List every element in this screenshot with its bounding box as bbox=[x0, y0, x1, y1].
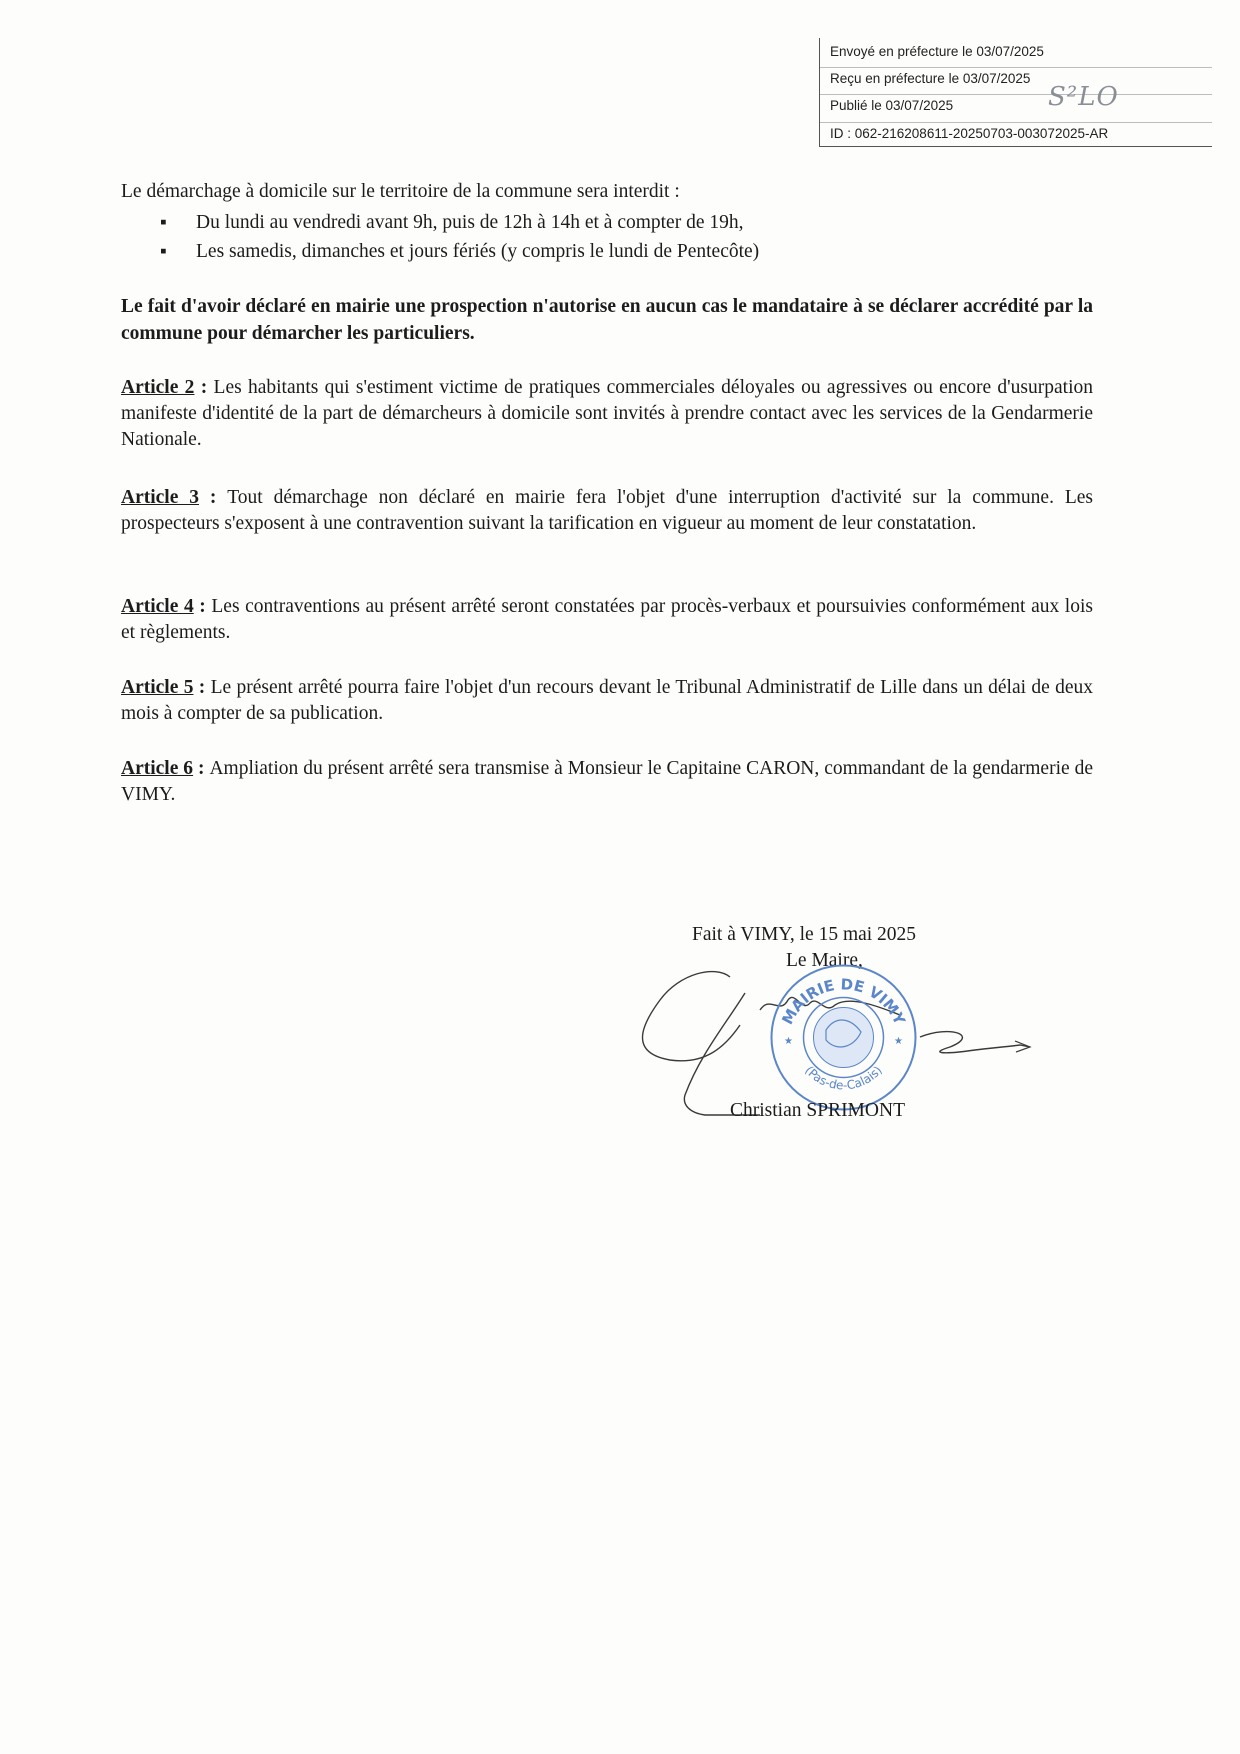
article-3-text: Tout démarchage non déclaré en mairie fera l'objet d'une interruption d'activité sur la commune. Les prospecteurs s'exposent à une contravention suivant la tarification en vigueur au moment de leur constatation. bbox=[121, 487, 1093, 534]
signature-role: Le Maire, bbox=[786, 950, 863, 971]
prefecture-stamp bbox=[819, 38, 1212, 147]
article-6-separator: : bbox=[193, 758, 210, 779]
article-4-label: Article 4 bbox=[121, 596, 194, 617]
list-item bbox=[160, 239, 760, 265]
article-6-text: Ampliation du présent arrêté sera transmise à Monsieur le Capitaine CARON, commandant de la gendarmerie de VIMY. bbox=[121, 758, 1093, 805]
article-5-label: Article 5 bbox=[121, 677, 194, 698]
article-2-label: Article 2 bbox=[121, 377, 195, 398]
seal-bottom-text: (Pas-de-Calais) bbox=[802, 1063, 885, 1093]
bullet-icon: ▪ bbox=[160, 241, 167, 262]
stamp-divider bbox=[820, 122, 1212, 123]
seal-star-icon: ★ bbox=[784, 1036, 793, 1047]
article-2-separator: : bbox=[194, 377, 214, 398]
article-4-text: Les contraventions au présent arrêté seront constatées par procès-verbaux et poursuivies conformément aux lois et règlements. bbox=[121, 596, 1093, 643]
signature-place-date: Fait à VIMY, le 15 mai 2025 bbox=[692, 924, 917, 945]
notice-bold: Le fait d'avoir déclaré en mairie une prospection n'autorise en aucun cas le mandataire à se déclarer accrédité par la commune pour démarcher les particuliers. bbox=[121, 296, 1093, 344]
stamp-published-date: Publié le 03/07/2025 bbox=[830, 98, 954, 113]
seal-top-text: MAIRIE DE VIMY bbox=[778, 975, 909, 1028]
mairie-seal bbox=[766, 960, 921, 1115]
intro-text: Le démarchage à domicile sur le territoire de la commune sera interdit : bbox=[121, 181, 680, 202]
article-3 bbox=[121, 485, 1093, 537]
stamp-divider bbox=[820, 67, 1212, 68]
stamp-handwritten-mark: S²LO bbox=[1048, 82, 1119, 112]
article-5-separator: : bbox=[193, 677, 211, 698]
article-6 bbox=[121, 756, 1093, 808]
stamp-sent-date: Envoyé en préfecture le 03/07/2025 bbox=[830, 44, 1044, 59]
list-item-text: Du lundi au vendredi avant 9h, puis de 12h à 14h et à compter de 19h, bbox=[196, 212, 744, 233]
article-6-label: Article 6 bbox=[121, 758, 194, 779]
article-5-text: Le présent arrêté pourra faire l'objet d'un recours devant le Tribunal Administratif de Lille dans un délai de deux mois à compter de sa publication. bbox=[121, 677, 1093, 724]
stamp-received-date: Reçu en préfecture le 03/07/2025 bbox=[830, 71, 1031, 86]
list-item bbox=[160, 210, 744, 236]
article-3-label: Article 3 bbox=[121, 487, 199, 508]
article-3-separator: : bbox=[199, 487, 228, 508]
seal-star-icon: ★ bbox=[894, 1036, 903, 1047]
article-2 bbox=[121, 375, 1093, 453]
article-2-text: Les habitants qui s'estiment victime de pratiques commerciales déloyales ou agressives ou encore d'usurpation manifeste d'identité de la part de démarcheurs à domicile sont invités à prendre contact avec les services de la Gendarmerie Nationale. bbox=[121, 377, 1093, 450]
article-4 bbox=[121, 594, 1093, 646]
signatory-name: Christian SPRIMONT bbox=[730, 1100, 905, 1121]
list-item-text: Les samedis, dimanches et jours fériés (y compris le lundi de Pentecôte) bbox=[196, 241, 760, 262]
stamp-id: ID : 062-216208611-20250703-003072025-AR bbox=[830, 126, 1109, 141]
article-5 bbox=[121, 675, 1093, 727]
article-4-separator: : bbox=[193, 596, 212, 617]
bullet-icon: ▪ bbox=[160, 212, 167, 233]
stamp-divider bbox=[820, 94, 1212, 95]
